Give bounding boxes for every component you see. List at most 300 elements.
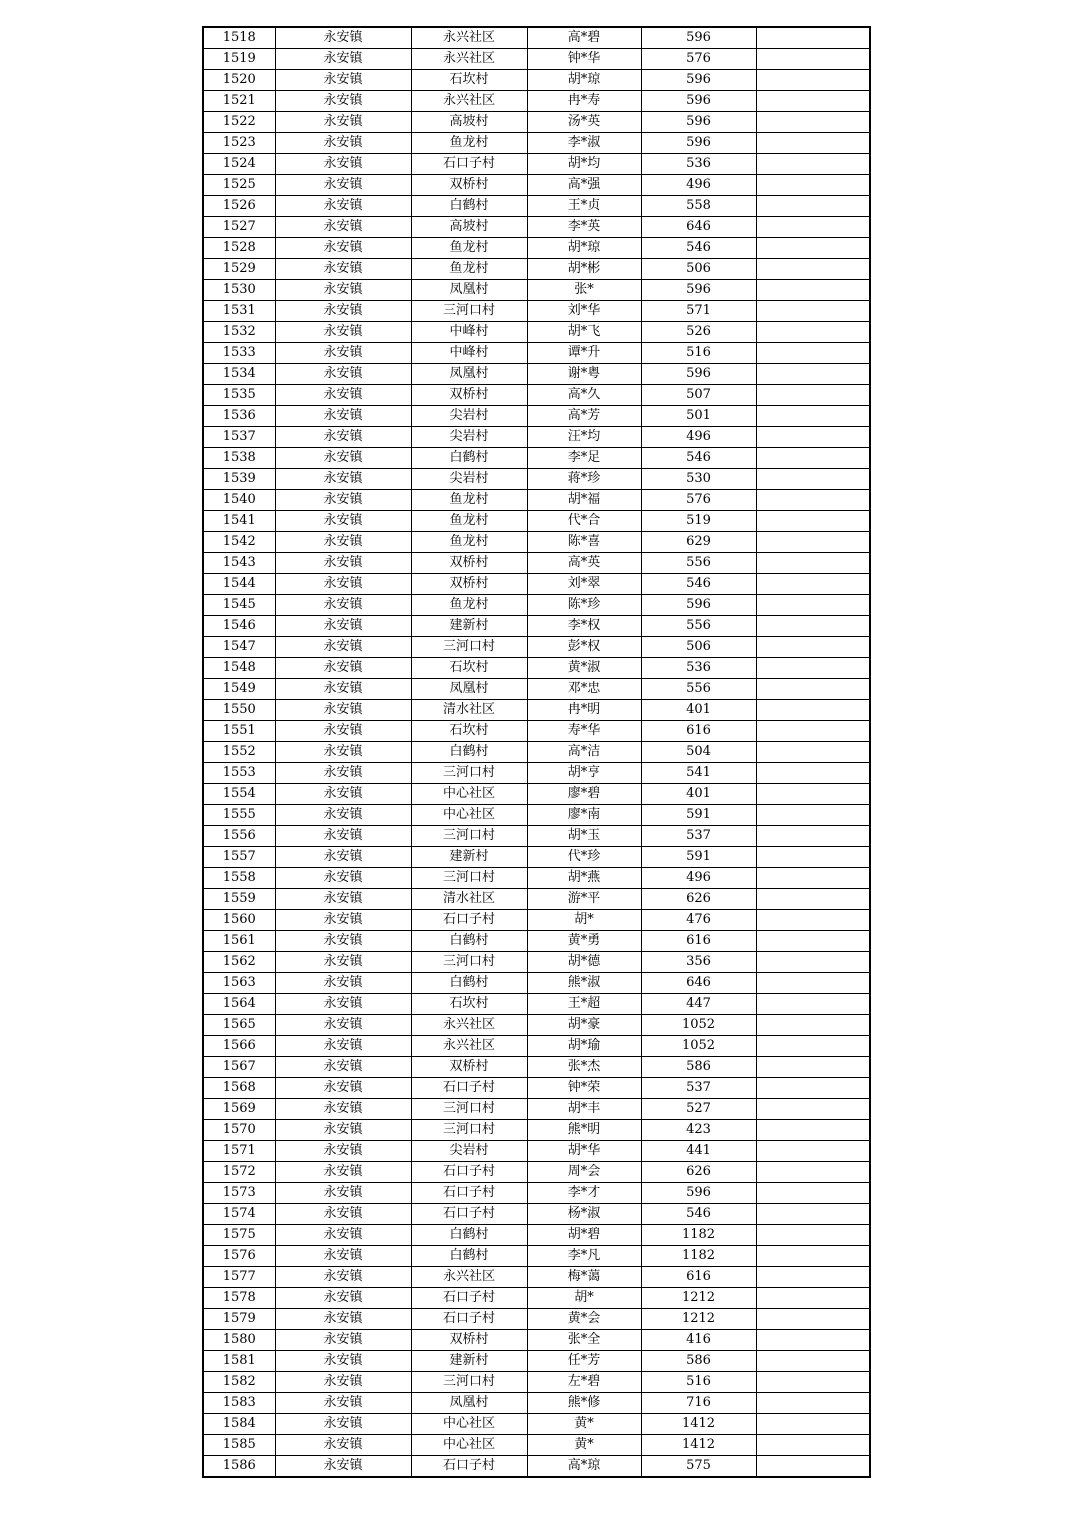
- name-cell: 黄*勇: [527, 931, 641, 952]
- village-cell: 白鹤村: [411, 196, 527, 217]
- amount-cell: 537: [641, 1078, 756, 1099]
- amount-cell: 586: [641, 1351, 756, 1372]
- town-cell: 永安镇: [275, 511, 411, 532]
- name-cell: 高*英: [527, 553, 641, 574]
- table-row: [203, 469, 870, 490]
- village-cell: 石口子村: [411, 1288, 527, 1309]
- row-number-cell: 1582: [203, 1372, 275, 1393]
- name-cell: 张*杰: [527, 1057, 641, 1078]
- row-number-cell: 1532: [203, 322, 275, 343]
- table-row: [203, 490, 870, 511]
- table-row: [203, 217, 870, 238]
- village-cell: 双桥村: [411, 553, 527, 574]
- town-cell: 永安镇: [275, 1078, 411, 1099]
- amount-cell: 626: [641, 1162, 756, 1183]
- town-cell: 永安镇: [275, 1435, 411, 1456]
- town-cell: 永安镇: [275, 217, 411, 238]
- name-cell: 熊*修: [527, 1393, 641, 1414]
- table-row: [203, 1078, 870, 1099]
- amount-cell: 501: [641, 406, 756, 427]
- village-cell: 建新村: [411, 616, 527, 637]
- town-cell: 永安镇: [275, 1099, 411, 1120]
- name-cell: 陈*珍: [527, 595, 641, 616]
- name-cell: 邓*忠: [527, 679, 641, 700]
- table-row: [203, 763, 870, 784]
- row-number-cell: 1559: [203, 889, 275, 910]
- name-cell: 陈*喜: [527, 532, 641, 553]
- name-cell: 熊*明: [527, 1120, 641, 1141]
- town-cell: 永安镇: [275, 679, 411, 700]
- remark-cell: [756, 1456, 870, 1478]
- amount-cell: 646: [641, 217, 756, 238]
- row-number-cell: 1531: [203, 301, 275, 322]
- town-cell: 永安镇: [275, 700, 411, 721]
- remark-cell: [756, 217, 870, 238]
- amount-cell: 506: [641, 637, 756, 658]
- town-cell: 永安镇: [275, 406, 411, 427]
- row-number-cell: 1586: [203, 1456, 275, 1478]
- town-cell: 永安镇: [275, 742, 411, 763]
- village-cell: 双桥村: [411, 1330, 527, 1351]
- name-cell: 李*凡: [527, 1246, 641, 1267]
- amount-cell: 586: [641, 1057, 756, 1078]
- remark-cell: [756, 112, 870, 133]
- remark-cell: [756, 973, 870, 994]
- name-cell: 汪*均: [527, 427, 641, 448]
- town-cell: 永安镇: [275, 784, 411, 805]
- remark-cell: [756, 700, 870, 721]
- row-number-cell: 1566: [203, 1036, 275, 1057]
- town-cell: 永安镇: [275, 658, 411, 679]
- amount-cell: 616: [641, 721, 756, 742]
- table-row: [203, 280, 870, 301]
- town-cell: 永安镇: [275, 49, 411, 70]
- remark-cell: [756, 1204, 870, 1225]
- table-row: [203, 1225, 870, 1246]
- table-row: [203, 637, 870, 658]
- name-cell: 李*权: [527, 616, 641, 637]
- remark-cell: [756, 154, 870, 175]
- row-number-cell: 1581: [203, 1351, 275, 1372]
- town-cell: 永安镇: [275, 721, 411, 742]
- remark-cell: [756, 1036, 870, 1057]
- remark-cell: [756, 511, 870, 532]
- row-number-cell: 1544: [203, 574, 275, 595]
- amount-cell: 1212: [641, 1309, 756, 1330]
- amount-cell: 1052: [641, 1015, 756, 1036]
- table-row: [203, 931, 870, 952]
- village-cell: 石口子村: [411, 1456, 527, 1478]
- table-row: [203, 1414, 870, 1435]
- name-cell: 张*: [527, 280, 641, 301]
- amount-cell: 546: [641, 574, 756, 595]
- table-row: [203, 1372, 870, 1393]
- village-cell: 永兴社区: [411, 27, 527, 49]
- town-cell: 永安镇: [275, 280, 411, 301]
- village-cell: 凤凰村: [411, 280, 527, 301]
- village-cell: 凤凰村: [411, 1393, 527, 1414]
- town-cell: 永安镇: [275, 1351, 411, 1372]
- name-cell: 黄*淑: [527, 658, 641, 679]
- amount-cell: 530: [641, 469, 756, 490]
- table-row: [203, 1435, 870, 1456]
- remark-cell: [756, 994, 870, 1015]
- amount-cell: 496: [641, 175, 756, 196]
- table-row: [203, 196, 870, 217]
- name-cell: 胡*燕: [527, 868, 641, 889]
- remark-cell: [756, 889, 870, 910]
- table-row: [203, 658, 870, 679]
- village-cell: 白鹤村: [411, 448, 527, 469]
- row-number-cell: 1578: [203, 1288, 275, 1309]
- amount-cell: 356: [641, 952, 756, 973]
- name-cell: 胡*: [527, 1288, 641, 1309]
- row-number-cell: 1530: [203, 280, 275, 301]
- table-row: [203, 595, 870, 616]
- amount-cell: 1052: [641, 1036, 756, 1057]
- name-cell: 黄*: [527, 1435, 641, 1456]
- town-cell: 永安镇: [275, 70, 411, 91]
- name-cell: 胡*碧: [527, 1225, 641, 1246]
- remark-cell: [756, 1393, 870, 1414]
- remark-cell: [756, 1015, 870, 1036]
- table-row: [203, 700, 870, 721]
- remark-cell: [756, 427, 870, 448]
- row-number-cell: 1536: [203, 406, 275, 427]
- town-cell: 永安镇: [275, 133, 411, 154]
- town-cell: 永安镇: [275, 1414, 411, 1435]
- amount-cell: 537: [641, 826, 756, 847]
- village-cell: 石坎村: [411, 994, 527, 1015]
- name-cell: 汤*英: [527, 112, 641, 133]
- town-cell: 永安镇: [275, 259, 411, 280]
- village-cell: 三河口村: [411, 1120, 527, 1141]
- amount-cell: 556: [641, 616, 756, 637]
- name-cell: 王*超: [527, 994, 641, 1015]
- village-cell: 双桥村: [411, 385, 527, 406]
- remark-cell: [756, 931, 870, 952]
- village-cell: 尖岩村: [411, 469, 527, 490]
- remark-cell: [756, 1330, 870, 1351]
- village-cell: 白鹤村: [411, 931, 527, 952]
- village-cell: 石坎村: [411, 658, 527, 679]
- name-cell: 梅*蔼: [527, 1267, 641, 1288]
- row-number-cell: 1552: [203, 742, 275, 763]
- row-number-cell: 1523: [203, 133, 275, 154]
- amount-cell: 576: [641, 49, 756, 70]
- amount-cell: 596: [641, 1183, 756, 1204]
- name-cell: 黄*: [527, 1414, 641, 1435]
- town-cell: 永安镇: [275, 322, 411, 343]
- village-cell: 高坡村: [411, 112, 527, 133]
- name-cell: 刘*翠: [527, 574, 641, 595]
- remark-cell: [756, 1414, 870, 1435]
- remark-cell: [756, 406, 870, 427]
- table-row: [203, 301, 870, 322]
- table-row: [203, 259, 870, 280]
- row-number-cell: 1549: [203, 679, 275, 700]
- amount-cell: 571: [641, 301, 756, 322]
- remark-cell: [756, 196, 870, 217]
- name-cell: 王*贞: [527, 196, 641, 217]
- row-number-cell: 1571: [203, 1141, 275, 1162]
- table-row: [203, 1057, 870, 1078]
- table-row: [203, 322, 870, 343]
- town-cell: 永安镇: [275, 1393, 411, 1414]
- remark-cell: [756, 1351, 870, 1372]
- remark-cell: [756, 1246, 870, 1267]
- table-row: [203, 721, 870, 742]
- table-row: [203, 1456, 870, 1478]
- row-number-cell: 1546: [203, 616, 275, 637]
- table-row: [203, 133, 870, 154]
- remark-cell: [756, 1078, 870, 1099]
- name-cell: 胡*均: [527, 154, 641, 175]
- village-cell: 鱼龙村: [411, 259, 527, 280]
- remark-cell: [756, 1162, 870, 1183]
- village-cell: 石口子村: [411, 154, 527, 175]
- village-cell: 鱼龙村: [411, 595, 527, 616]
- remark-cell: [756, 91, 870, 112]
- amount-cell: 416: [641, 1330, 756, 1351]
- town-cell: 永安镇: [275, 847, 411, 868]
- town-cell: 永安镇: [275, 1015, 411, 1036]
- village-cell: 石口子村: [411, 1309, 527, 1330]
- town-cell: 永安镇: [275, 1141, 411, 1162]
- table-row: [203, 154, 870, 175]
- remark-cell: [756, 658, 870, 679]
- village-cell: 三河口村: [411, 301, 527, 322]
- table-row: [203, 406, 870, 427]
- amount-cell: 575: [641, 1456, 756, 1478]
- amount-cell: 401: [641, 700, 756, 721]
- row-number-cell: 1528: [203, 238, 275, 259]
- table-row: [203, 1183, 870, 1204]
- row-number-cell: 1576: [203, 1246, 275, 1267]
- row-number-cell: 1584: [203, 1414, 275, 1435]
- village-cell: 建新村: [411, 1351, 527, 1372]
- amount-cell: 1182: [641, 1246, 756, 1267]
- name-cell: 钟*华: [527, 49, 641, 70]
- remark-cell: [756, 742, 870, 763]
- table-row: [203, 910, 870, 931]
- remark-cell: [756, 1141, 870, 1162]
- town-cell: 永安镇: [275, 826, 411, 847]
- amount-cell: 596: [641, 595, 756, 616]
- town-cell: 永安镇: [275, 973, 411, 994]
- town-cell: 永安镇: [275, 385, 411, 406]
- town-cell: 永安镇: [275, 91, 411, 112]
- village-cell: 三河口村: [411, 1372, 527, 1393]
- name-cell: 李*淑: [527, 133, 641, 154]
- town-cell: 永安镇: [275, 910, 411, 931]
- table-row: [203, 1351, 870, 1372]
- name-cell: 张*全: [527, 1330, 641, 1351]
- row-number-cell: 1577: [203, 1267, 275, 1288]
- row-number-cell: 1554: [203, 784, 275, 805]
- amount-cell: 423: [641, 1120, 756, 1141]
- remark-cell: [756, 27, 870, 49]
- village-cell: 双桥村: [411, 175, 527, 196]
- table-row: [203, 1393, 870, 1414]
- village-cell: 石口子村: [411, 910, 527, 931]
- amount-cell: 516: [641, 343, 756, 364]
- village-cell: 三河口村: [411, 952, 527, 973]
- name-cell: 熊*淑: [527, 973, 641, 994]
- remark-cell: [756, 826, 870, 847]
- name-cell: 胡*飞: [527, 322, 641, 343]
- table-row: [203, 27, 870, 49]
- village-cell: 清水社区: [411, 889, 527, 910]
- name-cell: 李*英: [527, 217, 641, 238]
- remark-cell: [756, 1435, 870, 1456]
- remark-cell: [756, 1057, 870, 1078]
- name-cell: 胡*亨: [527, 763, 641, 784]
- village-cell: 清水社区: [411, 700, 527, 721]
- row-number-cell: 1541: [203, 511, 275, 532]
- village-cell: 鱼龙村: [411, 511, 527, 532]
- table-row: [203, 343, 870, 364]
- village-cell: 中心社区: [411, 1414, 527, 1435]
- town-cell: 永安镇: [275, 27, 411, 49]
- town-cell: 永安镇: [275, 1372, 411, 1393]
- town-cell: 永安镇: [275, 553, 411, 574]
- remark-cell: [756, 364, 870, 385]
- row-number-cell: 1534: [203, 364, 275, 385]
- town-cell: 永安镇: [275, 574, 411, 595]
- table-row: [203, 826, 870, 847]
- name-cell: 高*洁: [527, 742, 641, 763]
- name-cell: 胡*德: [527, 952, 641, 973]
- name-cell: 胡*彬: [527, 259, 641, 280]
- village-cell: 中心社区: [411, 1435, 527, 1456]
- amount-cell: 546: [641, 448, 756, 469]
- table-row: [203, 238, 870, 259]
- amount-cell: 506: [641, 259, 756, 280]
- town-cell: 永安镇: [275, 469, 411, 490]
- name-cell: 彭*权: [527, 637, 641, 658]
- name-cell: 左*碧: [527, 1372, 641, 1393]
- village-cell: 石口子村: [411, 1078, 527, 1099]
- row-number-cell: 1524: [203, 154, 275, 175]
- remark-cell: [756, 868, 870, 889]
- row-number-cell: 1560: [203, 910, 275, 931]
- village-cell: 永兴社区: [411, 1015, 527, 1036]
- amount-cell: 447: [641, 994, 756, 1015]
- table-row: [203, 70, 870, 91]
- row-number-cell: 1521: [203, 91, 275, 112]
- table-row: [203, 616, 870, 637]
- table-row: [203, 1288, 870, 1309]
- name-cell: 廖*碧: [527, 784, 641, 805]
- town-cell: 永安镇: [275, 301, 411, 322]
- town-cell: 永安镇: [275, 595, 411, 616]
- amount-cell: 616: [641, 1267, 756, 1288]
- row-number-cell: 1561: [203, 931, 275, 952]
- town-cell: 永安镇: [275, 1057, 411, 1078]
- town-cell: 永安镇: [275, 616, 411, 637]
- town-cell: 永安镇: [275, 637, 411, 658]
- amount-cell: 646: [641, 973, 756, 994]
- row-number-cell: 1585: [203, 1435, 275, 1456]
- remark-cell: [756, 1120, 870, 1141]
- name-cell: 游*平: [527, 889, 641, 910]
- name-cell: 胡*玉: [527, 826, 641, 847]
- amount-cell: 556: [641, 553, 756, 574]
- amount-cell: 519: [641, 511, 756, 532]
- village-cell: 鱼龙村: [411, 490, 527, 511]
- village-cell: 双桥村: [411, 574, 527, 595]
- row-number-cell: 1526: [203, 196, 275, 217]
- row-number-cell: 1550: [203, 700, 275, 721]
- amount-cell: 596: [641, 364, 756, 385]
- amount-cell: 1212: [641, 1288, 756, 1309]
- remark-cell: [756, 175, 870, 196]
- table-row: [203, 1330, 870, 1351]
- name-cell: 胡*: [527, 910, 641, 931]
- town-cell: 永安镇: [275, 1246, 411, 1267]
- town-cell: 永安镇: [275, 1288, 411, 1309]
- amount-cell: 496: [641, 868, 756, 889]
- data-table: [202, 26, 871, 1478]
- village-cell: 中峰村: [411, 322, 527, 343]
- town-cell: 永安镇: [275, 1162, 411, 1183]
- amount-cell: 591: [641, 847, 756, 868]
- village-cell: 三河口村: [411, 868, 527, 889]
- amount-cell: 536: [641, 154, 756, 175]
- row-number-cell: 1527: [203, 217, 275, 238]
- amount-cell: 596: [641, 70, 756, 91]
- remark-cell: [756, 1372, 870, 1393]
- remark-cell: [756, 595, 870, 616]
- remark-cell: [756, 679, 870, 700]
- table-row: [203, 847, 870, 868]
- remark-cell: [756, 238, 870, 259]
- remark-cell: [756, 847, 870, 868]
- table-row: [203, 952, 870, 973]
- village-cell: 石口子村: [411, 1162, 527, 1183]
- village-cell: 白鹤村: [411, 973, 527, 994]
- amount-cell: 596: [641, 280, 756, 301]
- name-cell: 李*足: [527, 448, 641, 469]
- table-row: [203, 511, 870, 532]
- town-cell: 永安镇: [275, 1309, 411, 1330]
- row-number-cell: 1575: [203, 1225, 275, 1246]
- name-cell: 胡*瑜: [527, 1036, 641, 1057]
- row-number-cell: 1519: [203, 49, 275, 70]
- name-cell: 胡*华: [527, 1141, 641, 1162]
- row-number-cell: 1547: [203, 637, 275, 658]
- remark-cell: [756, 1183, 870, 1204]
- town-cell: 永安镇: [275, 112, 411, 133]
- remark-cell: [756, 763, 870, 784]
- village-cell: 尖岩村: [411, 1141, 527, 1162]
- village-cell: 高坡村: [411, 217, 527, 238]
- row-number-cell: 1558: [203, 868, 275, 889]
- row-number-cell: 1518: [203, 27, 275, 49]
- row-number-cell: 1556: [203, 826, 275, 847]
- town-cell: 永安镇: [275, 427, 411, 448]
- amount-cell: 629: [641, 532, 756, 553]
- table-row: [203, 1204, 870, 1225]
- village-cell: 尖岩村: [411, 427, 527, 448]
- table-row: [203, 1120, 870, 1141]
- town-cell: 永安镇: [275, 343, 411, 364]
- town-cell: 永安镇: [275, 1204, 411, 1225]
- table-row: [203, 1015, 870, 1036]
- village-cell: 石口子村: [411, 1204, 527, 1225]
- remark-cell: [756, 70, 870, 91]
